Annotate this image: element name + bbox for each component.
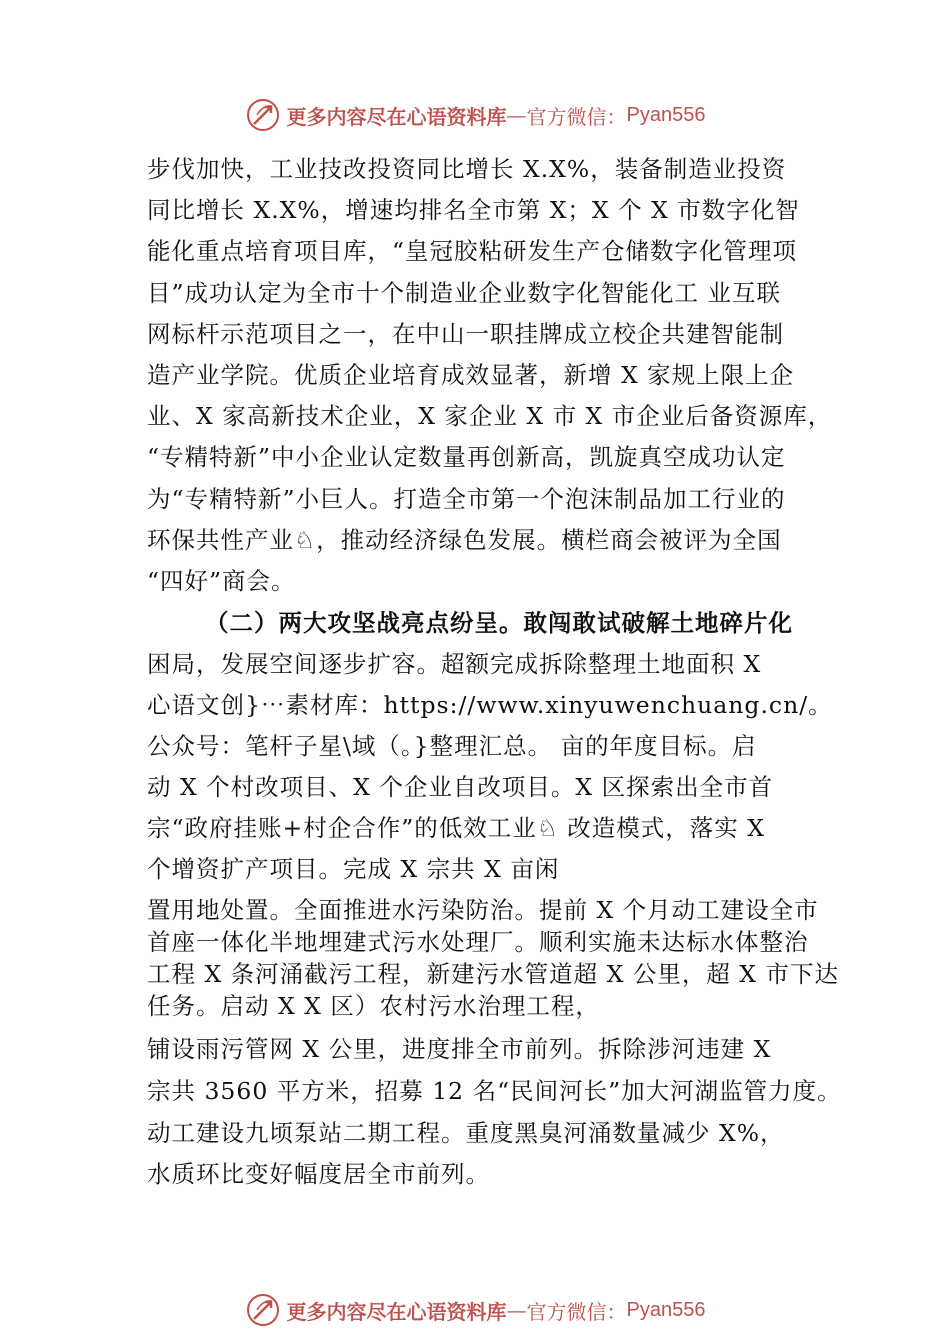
text-line: 个增资扩产项目。完成 X 宗共 X 亩闲 (147, 855, 560, 883)
text-line: “专精特新”中小企业认定数量再创新高，凯旋真空成功认定 (147, 443, 786, 471)
text-line: 同比增长 X.X%，增速均排名全市第 X；X 个 X 市数字化智 (147, 196, 800, 224)
banner-dash: — (506, 1298, 527, 1322)
text-line: “四好”商会。 (147, 567, 296, 595)
text-line: 业、X 家高新技术企业，X 家企业 X 市 X 市企业后备资源库， (147, 402, 833, 430)
text-line: 置用地处置。全面推进水污染防治。提前 X 个月动工建设全市 (147, 896, 819, 924)
text-line: 环保共性产业♘，推动经济绿色发展。横栏商会被评为全国 (147, 526, 782, 554)
banner-wechat-label: 官方微信： (526, 1299, 627, 1324)
banner-dash: — (506, 103, 527, 127)
text-line: 工程 X 条河涌截污工程，新建污水管道超 X 公里，超 X 市下达 (147, 960, 840, 988)
text-line: 为“专精特新”小巨人。打造全市第一个泡沫制品加工行业的 (147, 485, 786, 513)
text-line: 宗共 3560 平方米，招募 12 名“民间河长”加大河湖监管力度。 (147, 1077, 842, 1105)
text-line: 铺设雨污管网 X 公里，进度排全市前列。拆除涉河违建 X (147, 1035, 772, 1063)
text-line: 能化重点培育项目库，“皇冠胶粘研发生产仓储数字化管理项 (147, 237, 798, 265)
header-banner (0, 95, 950, 135)
text-line: 网标杆示范项目之一，在中山一职挂牌成立校企共建智能制 (147, 320, 784, 348)
banner-handle: Pyan556 (626, 103, 706, 126)
text-line: 宗“政府挂账+村企合作”的低效工业♘ 改造模式，落实 X (147, 814, 765, 842)
text-line: 困局，发展空间逐步扩容。超额完成拆除整理土地面积 X (147, 650, 762, 678)
text-line: 首座一体化半地埋建式污水处理厂。顺利实施未达标水体整治 (147, 928, 809, 956)
text-line: 目”成功认定为全市十个制造业企业数字化智能化工 业互联 (147, 279, 781, 307)
text-line: 步伐加快，工业技改投资同比增长 X.X%，装备制造业投资 (147, 155, 787, 183)
footer-banner (0, 1290, 950, 1330)
text-line: 水质环比变好幅度居全市前列。 (147, 1160, 490, 1188)
banner-wechat-label: 官方微信： (526, 104, 627, 129)
text-line: 任务。启动 X X 区）农村污水治理工程， (147, 992, 600, 1020)
banner-brand: 更多内容尽在心语资料库 (286, 104, 507, 129)
banner-brand: 更多内容尽在心语资料库 (286, 1299, 507, 1324)
text-line: 心语文创}⋯素材库：https://www.xinyuwenchuang.cn/。 (147, 691, 833, 719)
quill-logo-icon (245, 97, 281, 133)
quill-logo-icon (245, 1292, 281, 1328)
text-line: 公众号：笔杆子星\域（。}整理汇总。 亩的年度目标。启 (147, 732, 757, 760)
text-line: 造产业学院。优质企业培育成效显著，新增 X 家规上限上企 (147, 361, 795, 389)
text-line: 动 X 个村改项目、X 个企业自改项目。X 区探索出全市首 (147, 773, 774, 801)
banner-handle: Pyan556 (626, 1298, 706, 1321)
text-line: 动工建设九顷泵站二期工程。重度黑臭河涌数量减少 X%， (147, 1119, 785, 1147)
section-heading: （二）两大攻坚战亮点纷呈。敢闯敢试破解土地碎片化 (205, 609, 793, 637)
